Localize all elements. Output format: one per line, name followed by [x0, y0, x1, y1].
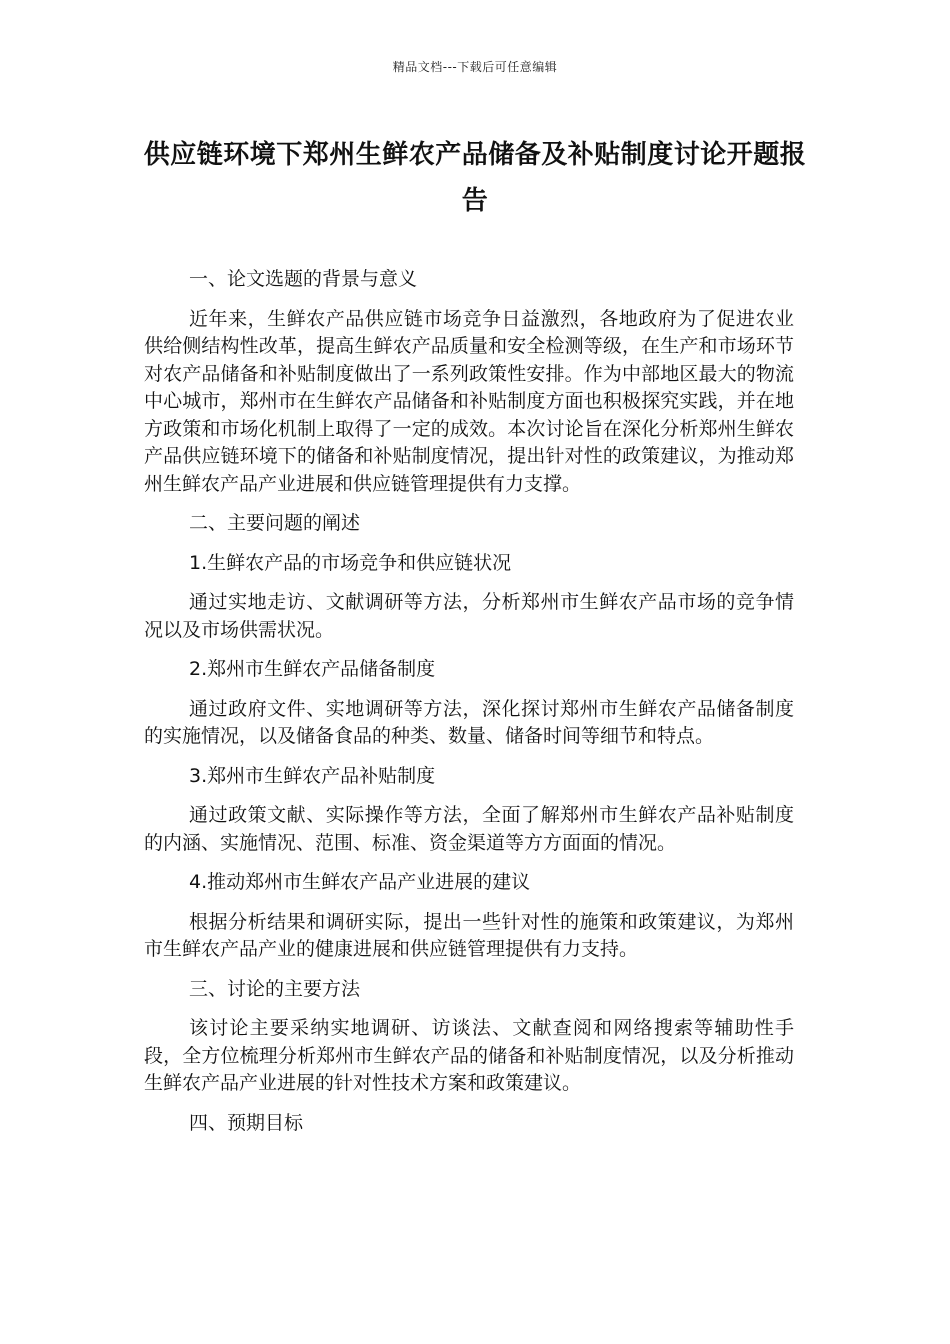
subsection-heading: 2.郑州市生鲜农产品储备制度: [189, 658, 436, 680]
section-heading: 四、预期目标: [189, 1111, 304, 1134]
paragraph: 通过政策文献、实际操作等方法，全面了解郑州市生鲜农产品补贴制度的内涵、实施情况、范围、标准、资金渠道等方方面面的情况。: [144, 804, 794, 854]
paragraph: 通过实地走访、文献调研等方法，分析郑州市生鲜农产品市场的竞争情况以及市场供需状况。: [144, 591, 794, 641]
paragraph: 根据分析结果和调研实际，提出一些针对性的施策和政策建议，为郑州市生鲜农产品产业的健康进展和供应链管理提供有力支持。: [144, 910, 794, 960]
document-body: [144, 266, 794, 1149]
paragraph: 近年来，生鲜农产品供应链市场竞争日益激烈，各地政府为了促进农业供给侧结构性改革，提高生鲜农产品质量和安全检测等级，在生产和市场环节对农产品储备和补贴制度做出了一系列政策性安排。作为中部地区最大的物流中心城市，郑州市在生鲜农产品储备和补贴制度方面也积极探究实践，并在地方政策和市场化机制上取得了一定的成效。本次讨论旨在深化分析郑州生鲜农产品供应链环境下的储备和补贴制度情况，提出针对性的政策建议，为推动郑州生鲜农产品产业进展和供应链管理提供有力支撑。: [144, 307, 794, 495]
paragraph: 通过政府文件、实地调研等方法，深化探讨郑州市生鲜农产品储备制度的实施情况，以及储备食品的种类、数量、储备时间等细节和特点。: [144, 697, 794, 747]
subsection-heading: 1.生鲜农产品的市场竞争和供应链状况: [189, 551, 512, 574]
header-note: 精品文档---下载后可任意编辑: [392, 60, 558, 74]
subsection-heading: 3.郑州市生鲜农产品补贴制度: [189, 764, 436, 787]
paragraph: 该讨论主要采纳实地调研、访谈法、文献查阅和网络搜索等辅助性手段，全方位梳理分析郑州市生鲜农产品的储备和补贴制度情况，以及分析推动生鲜农产品产业进展的针对性技术方案和政策建议。: [144, 1017, 794, 1094]
section-heading: 二、主要问题的阐述: [189, 512, 361, 534]
subsection-heading: 4.推动郑州市生鲜农产品产业进展的建议: [189, 871, 531, 893]
section-heading: 一、论文选题的背景与意义: [189, 268, 418, 290]
section-heading: 三、讨论的主要方法: [189, 977, 361, 1000]
document-title: 供应链环境下郑州生鲜农产品储备及补贴制度讨论开题报告: [143, 140, 807, 216]
